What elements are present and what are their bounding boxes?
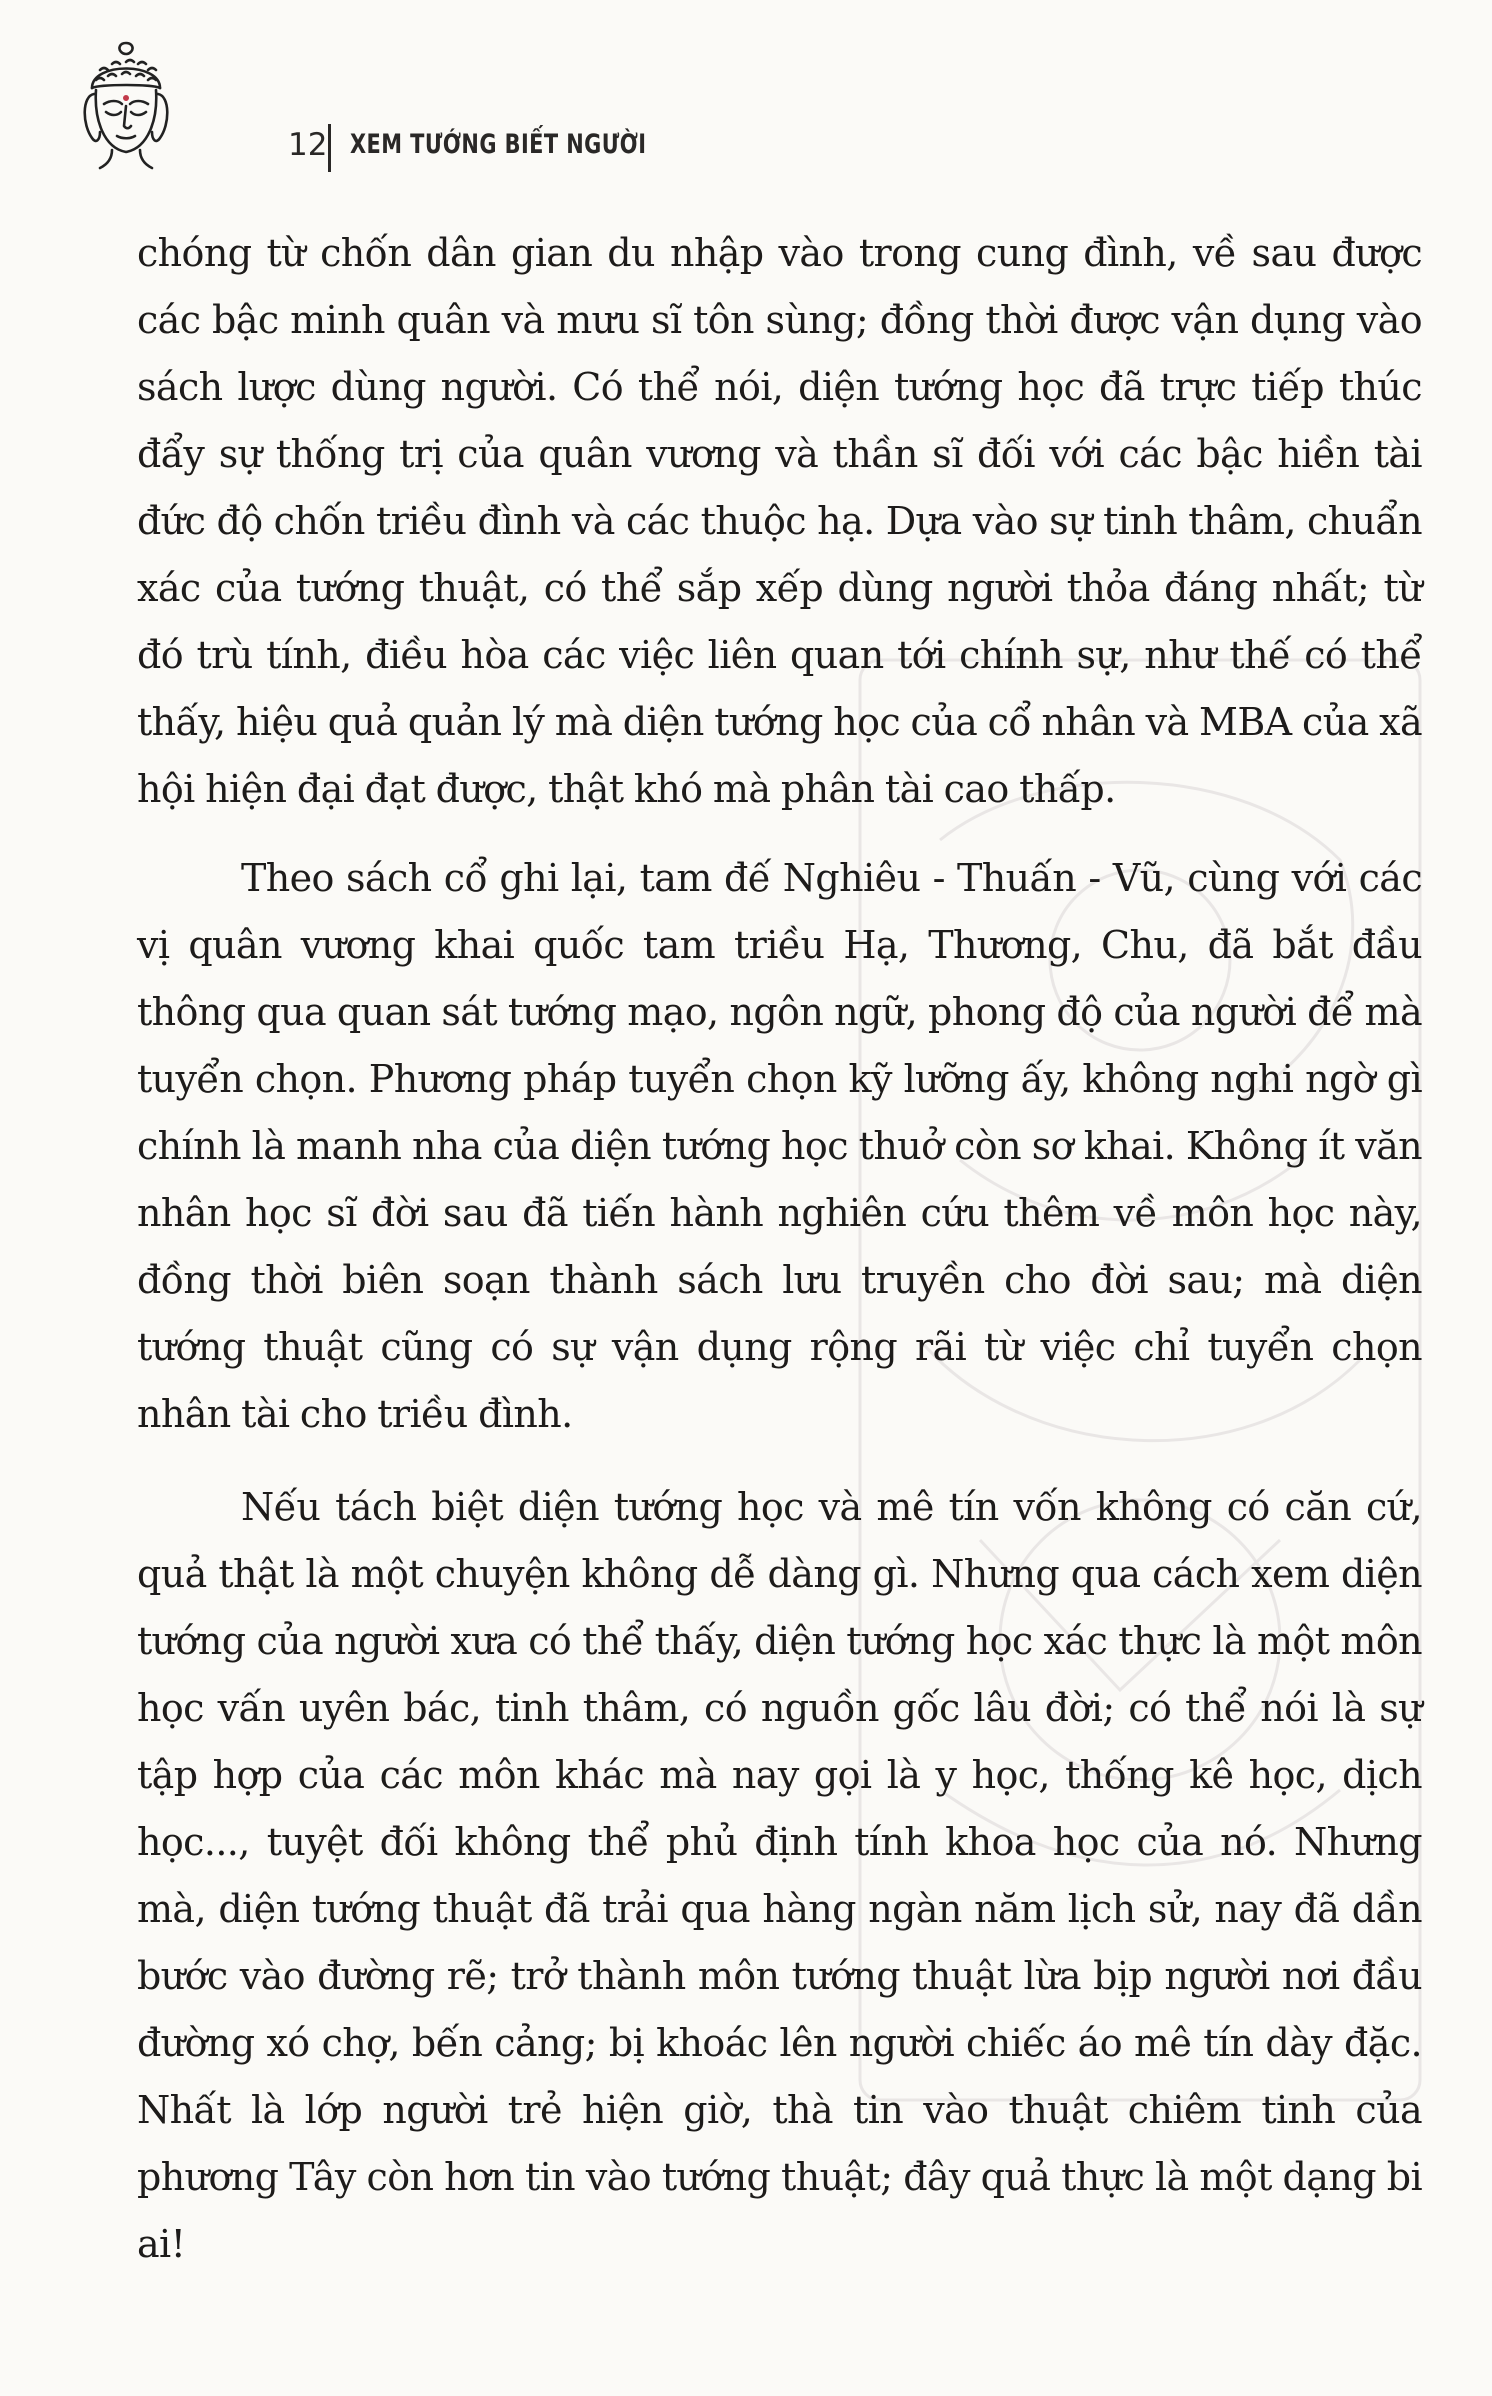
running-title: XEM TƯỚNG BIẾT NGƯỜI: [350, 129, 647, 160]
page-number: 12: [288, 127, 328, 163]
paragraph-2: Theo sách cổ ghi lại, tam đế Nghiêu - Thuấn - Vũ, cùng với các vị quân vương khai quốc tam triều Hạ, Thương, Chu, đã bắt đầu thông qua quan sát tướng mạo, ngôn ngữ, phong độ của người để mà tuyển chọn. Phương pháp tuyển chọn kỹ lưỡng ấy, không nghi ngờ gì chính là manh nha của diện tướng học thuở còn sơ khai. Không ít văn nhân học sĩ đời sau đã tiến hành nghiên cứu thêm về môn học này, đồng thời biên soạn thành sách lưu truyền cho đời sau; mà diện tướng thuật cũng có sự vận dụng rộng rãi từ việc chỉ tuyển chọn nhân tài cho triều đình.: [137, 856, 1422, 1436]
body-text: [137, 220, 1422, 2278]
buddha-head-icon: [70, 40, 182, 170]
paragraph-1: chóng từ chốn dân gian du nhập vào trong cung đình, về sau được các bậc minh quân và mưu sĩ tôn sùng; đồng thời được vận dụng vào sách lược dùng người. Có thể nói, diện tướng học đã trực tiếp thúc đẩy sự thống trị của quân vương và thần sĩ đối với các bậc hiền tài đức độ chốn triều đình và các thuộc hạ. Dựa vào sự tinh thâm, chuẩn xác của tướng thuật, có thể sắp xếp dùng người thỏa đáng nhất; từ đó trù tính, điều hòa các việc liên quan tới chính sự, như thế có thể thấy, hiệu quả quản lý mà diện tướng học của cổ nhân và MBA của xã hội hiện đại đạt được, thật khó mà phân tài cao thấp.: [137, 231, 1422, 811]
page-header: [70, 40, 970, 170]
paragraph-3: Nếu tách biệt diện tướng học và mê tín vốn không có căn cứ, quả thật là một chuyện không dễ dàng gì. Nhưng qua cách xem diện tướng của người xưa có thể thấy, diện tướng học xác thực là một môn học vấn uyên bác, tinh thâm, có nguồn gốc lâu đời; có thể nói là sự tập hợp của các môn khác mà nay gọi là y học, thống kê học, dịch học..., tuyệt đối không thể phủ định tính khoa học của nó. Nhưng mà, diện tướng thuật đã trải qua hàng ngàn năm lịch sử, nay đã dần bước vào đường rẽ; trở thành môn tướng thuật lừa bịp người nơi đầu đường xó chợ, bến cảng; bị khoác lên người chiếc áo mê tín dày đặc. Nhất là lớp người trẻ hiện giờ, thà tin vào thuật chiêm tinh của phương Tây còn hơn tin vào tướng thuật; đây quả thực là một dạng bi ai!: [137, 1485, 1422, 2266]
header-divider: [328, 124, 331, 172]
